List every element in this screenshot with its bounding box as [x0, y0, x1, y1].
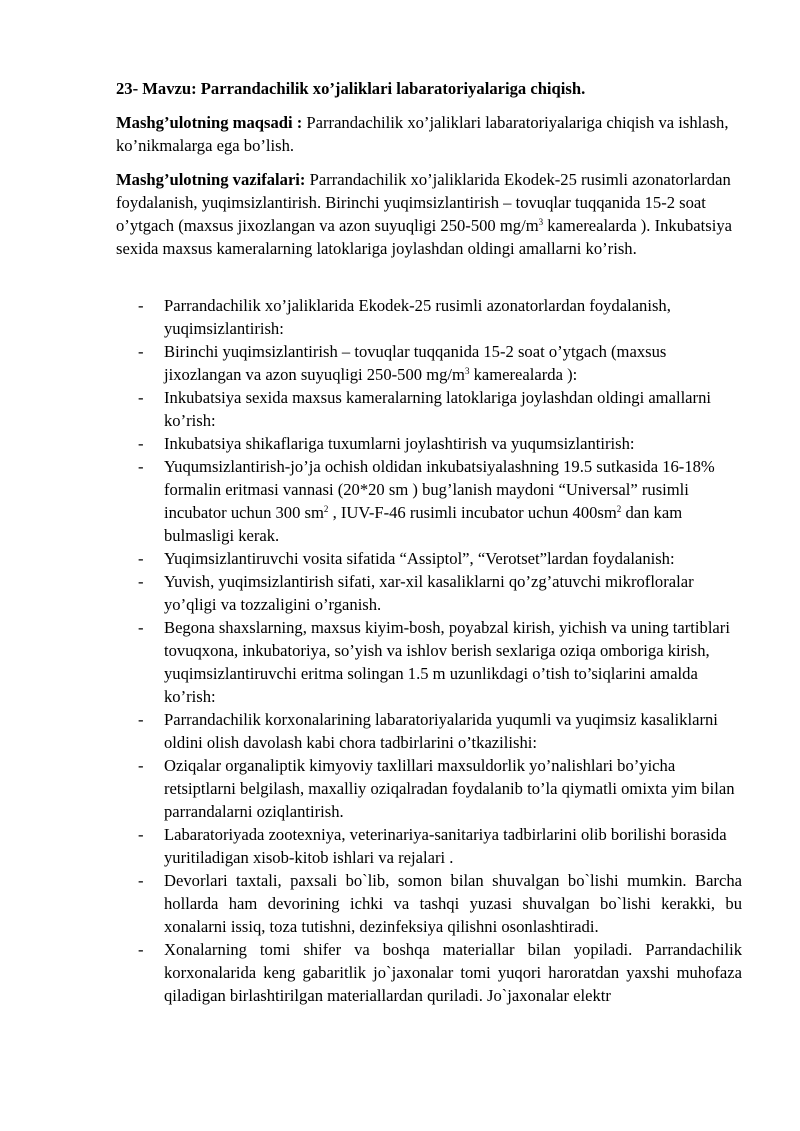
- lesson-goal-paragraph: [116, 111, 744, 157]
- list-dash: -: [138, 457, 144, 476]
- list-dash: -: [138, 388, 144, 407]
- list-item: [0, 823, 742, 869]
- list-item-text: Yuqimsizlantiruvchi vosita sifatida “Assiptol”, “Verotset”lardan foydalanish:: [164, 549, 675, 568]
- list-item-text: Yuvish, yuqimsizlantirish sifati, xar-xil kasaliklarni qo’zg’atuvchi mikrofloralar yo’qligi va tozzaligini o’rganish.: [164, 572, 694, 614]
- superscript: 2: [616, 504, 622, 514]
- list-item: [0, 869, 742, 938]
- lesson-title: 23- Mavzu: Parrandachilik xo’jaliklari labaratoriyalariga chiqish.: [116, 79, 586, 98]
- list-dash: -: [138, 710, 144, 729]
- lesson-tasks-text: Parrandachilik xo’jaliklarida Ekodek-25 rusimli azonatorlardan foydalanish, yuqimsizlantirish. Birinchi yuqimsizlantirish – tovuqlar tuqqanida 15-2 soat o’ytgach (maxsus jixozlangan va azon suyuqligi 250-500 mg/m: [116, 170, 731, 235]
- list-item: [0, 547, 742, 570]
- lesson-tasks-paragraph: [116, 168, 744, 260]
- lesson-goal-label: Mashg’ulotning maqsadi :: [116, 113, 303, 132]
- superscript: 3: [464, 366, 470, 376]
- superscript: 3: [538, 217, 544, 227]
- list-dash: -: [138, 549, 144, 568]
- list-dash: -: [138, 618, 144, 637]
- list-item-text: Birinchi yuqimsizlantirish – tovuqlar tuqqanida 15-2 soat o’ytgach (maxsus jixozlangan va azon suyuqligi 250-500 mg/m: [164, 342, 667, 384]
- superscript: 2: [323, 504, 329, 514]
- list-item-text: Yuqumsizlantirish-jo’ja ochish oldidan inkubatsiyalashning 19.5 sutkasida 16-18% formalin eritmasi vannasi (20*20 sm ) bug’lanish maydoni “Universal” rusimli incubator uchun 300 sm: [164, 457, 715, 522]
- list-dash: -: [138, 434, 144, 453]
- list-item-text: Parrandachilik xo’jaliklarida Ekodek-25 rusimli azonatorlardan foydalanish, yuqimsizlantirish:: [164, 296, 671, 338]
- list-dash: -: [138, 342, 144, 361]
- list-item: [0, 708, 742, 754]
- list-dash: -: [138, 871, 144, 890]
- list-dash: -: [138, 940, 144, 959]
- list-item-text: Xonalarning tomi shifer va boshqa materiallar bilan yopiladi. Parrandachilik korxonalarida keng gabaritlik jo`jaxonalar tomi yuqori haroratdan yaxshi muhofaza qiladigan birlashtirilgan materiallardan quriladi. Jo`jaxonalar elektr: [164, 940, 742, 1005]
- list-item: [0, 570, 742, 616]
- list-item: [0, 616, 742, 708]
- list-item-text-end: dan kam bulmasligi kerak.: [164, 503, 683, 545]
- list-dash: -: [138, 756, 144, 775]
- list-item: [0, 386, 742, 432]
- task-list: [0, 294, 800, 1007]
- list-item-text: Oziqalar organaliptik kimyoviy taxlillari maxsuldorlik yo’nalishlari bo’yicha retsiptlarni belgilash, maxalliy oziqalradan foydalanib to’la qiymatli omixta yim bilan parrandalarni oziqlantirish.: [164, 756, 735, 821]
- list-item: [0, 455, 742, 547]
- list-item: [0, 754, 742, 823]
- list-item-text: Labaratoriyada zootexniya, veterinariya-sanitariya tadbirlarini olib borilishi borasida yuritiladigan xisob-kitob ishlari va rejalari .: [164, 825, 727, 867]
- list-item-text: Inkubatsiya sexida maxsus kameralarning latoklariga joylashdan oldingi amallarni ko’rish:: [164, 388, 711, 430]
- list-item-text: Parrandachilik korxonalarining labaratoriyalarida yuqumli va yuqimsiz kasaliklarni oldini olish davolash kabi chora tadbirlarini o’tkazilishi:: [164, 710, 718, 752]
- list-dash: -: [138, 296, 144, 315]
- list-dash: -: [138, 825, 144, 844]
- list-item-text: Inkubatsiya shikaflariga tuxumlarni joylashtirish va yuqumsizlantirish:: [164, 434, 635, 453]
- list-item-text: Devorlari taxtali, paxsali bo`lib, somon bilan shuvalgan bo`lishi mumkin. Barcha hollarda ham devorining ichki va tashqi yuzasi shuvalgan bo`lishi kerakki, bu xonalarni issiq, toza tutishni, dezinfeksiya qilishni osonlashtiradi.: [164, 871, 742, 936]
- list-item: [0, 340, 742, 386]
- list-item: [0, 294, 742, 340]
- lesson-tasks-label: Mashg’ulotning vazifalari:: [116, 170, 306, 189]
- list-item: [0, 432, 742, 455]
- list-item-text-cont: kamerealarda ):: [469, 365, 578, 384]
- list-dash: -: [138, 572, 144, 591]
- list-item-text-cont: , IUV-F-46 rusimli incubator uchun 400sm: [328, 503, 617, 522]
- lesson-tasks-text-cont: kamerealarda ). Inkubatsiya sexida maxsus kameralarning latoklariga joylashdan oldingi amallarni ko’rish.: [116, 216, 733, 258]
- list-item: [0, 938, 742, 1007]
- list-item-text: Begona shaxslarning, maxsus kiyim-bosh, poyabzal kirish, yichish va uning tartiblari tovuqxona, inkubatoriya, so’yish va ishlov berish sexlariga oziqa omboriga kirish, yuqimsizlantiruvchi eritma solingan 1.5 m uzunlikdagi o’tish to’siqlarini amalda ko’rish:: [164, 618, 730, 706]
- lesson-goal-text: Parrandachilik xo’jaliklari labaratoriyalariga chiqish va ishlash, ko’nikmalarga ega bo’lish.: [116, 113, 729, 155]
